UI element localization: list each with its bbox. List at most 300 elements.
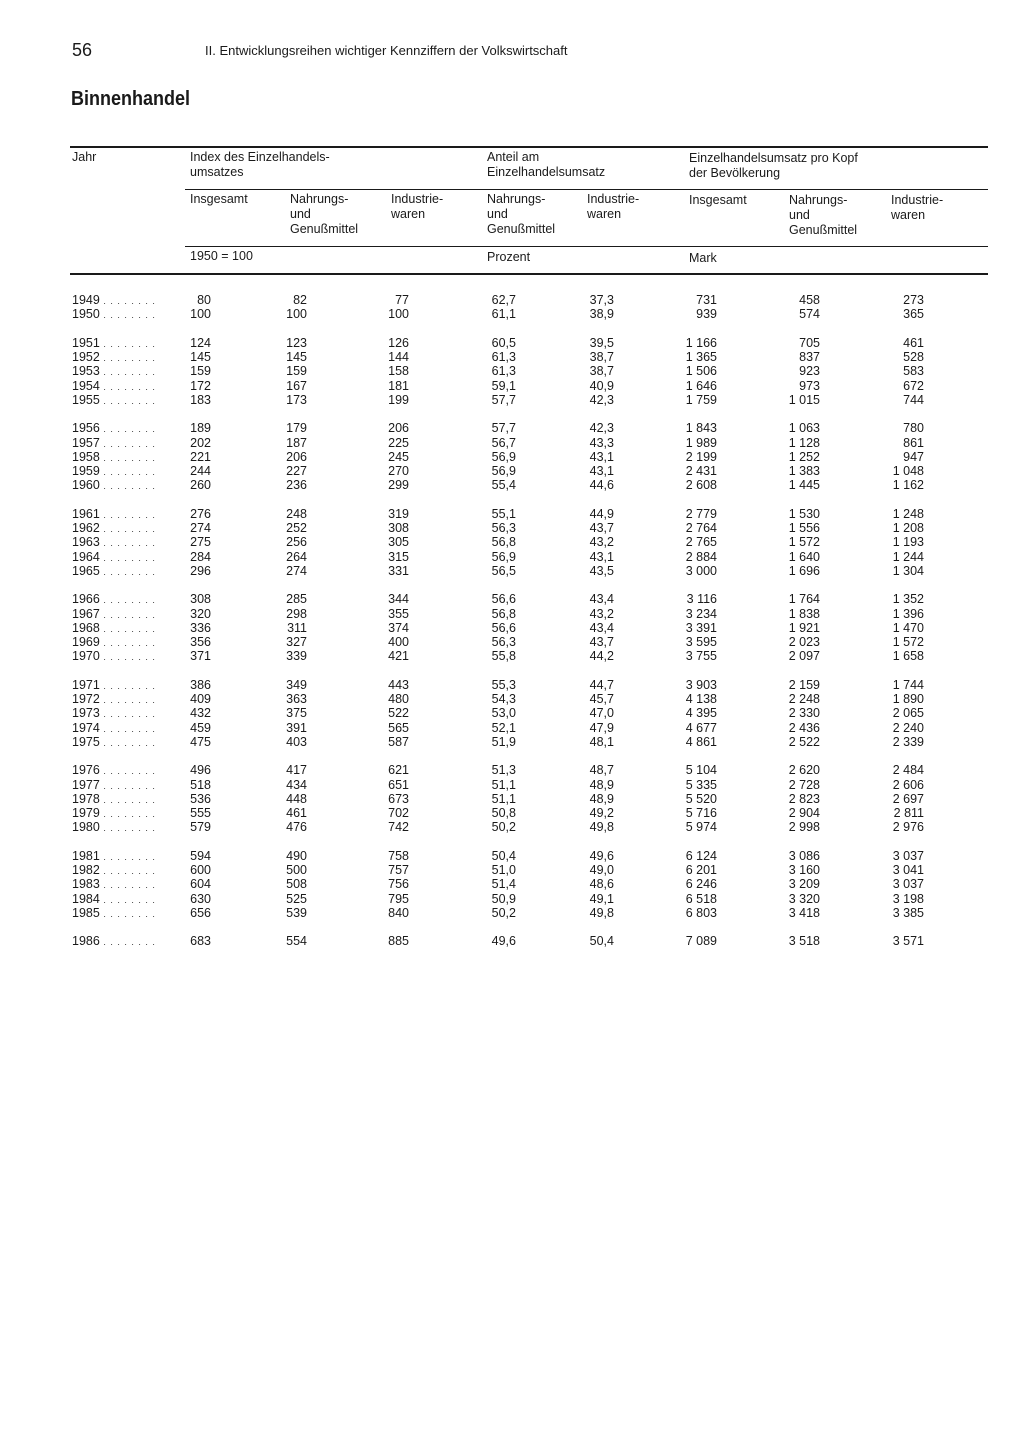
table-row	[0, 393, 1024, 407]
cell-share-industrie: 38,9	[589, 307, 614, 322]
cell-share-nahrung: 50,2	[491, 820, 516, 835]
cell-percapita-insgesamt: 4 138	[685, 692, 717, 707]
cell-index-insgesamt: 600	[190, 863, 211, 878]
cell-share-nahrung: 55,8	[491, 649, 516, 664]
cell-percapita-nahrung: 574	[799, 307, 820, 322]
leader-dots: . . . . . . . .	[99, 381, 156, 392]
cell-percapita-industrie: 2 976	[892, 820, 924, 835]
leader-dots: . . . . . . . .	[99, 623, 156, 634]
cell-percapita-insgesamt: 5 335	[685, 777, 717, 792]
table-row	[0, 877, 1024, 891]
cell-index-insgesamt: 555	[190, 806, 211, 820]
cell-index-insgesamt: 536	[190, 791, 211, 806]
cell-share-nahrung: 56,3	[491, 521, 516, 536]
cell-share-industrie: 37,3	[589, 293, 614, 307]
header-percapita-nahrung: Nahrungs- und Genußmittel	[789, 193, 858, 237]
cell-share-nahrung: 57,7	[491, 421, 516, 436]
cell-percapita-industrie: 3 037	[892, 877, 924, 892]
cell-percapita-nahrung: 2 330	[788, 706, 820, 721]
table-row	[0, 863, 1024, 877]
header-group-share: Anteil am Einzelhandelsumsatz	[487, 150, 606, 179]
cell-index-insgesamt: 159	[190, 364, 211, 379]
cell-share-industrie: 43,5	[589, 563, 614, 578]
cell-share-nahrung: 55,4	[491, 478, 516, 493]
year-label: 1952	[72, 350, 100, 365]
cell-percapita-industrie: 1 658	[892, 649, 924, 664]
cell-share-industrie: 42,3	[589, 392, 614, 407]
table-row	[0, 478, 1024, 492]
cell-percapita-industrie: 583	[903, 364, 924, 379]
cell-index-industrie: 225	[388, 435, 409, 450]
cell-share-industrie: 49,1	[589, 891, 614, 906]
cell-index-insgesamt: 320	[190, 606, 211, 621]
cell-index-nahrung: 167	[286, 378, 307, 393]
header-rule-1	[185, 189, 988, 190]
cell-index-industrie: 199	[388, 392, 409, 407]
year-label: 1949	[72, 293, 100, 307]
cell-percapita-insgesamt: 3 391	[685, 620, 717, 635]
leader-dots: . . . . . . . .	[99, 894, 156, 905]
cell-index-nahrung: 82	[293, 293, 307, 307]
cell-index-nahrung: 403	[286, 734, 307, 749]
cell-percapita-insgesamt: 3 234	[685, 606, 717, 621]
cell-share-nahrung: 56,6	[491, 620, 516, 635]
cell-index-insgesamt: 579	[190, 820, 211, 835]
leader-dots: . . . . . . . .	[99, 866, 156, 877]
cell-index-nahrung: 554	[286, 934, 307, 949]
cell-percapita-insgesamt: 939	[696, 307, 717, 322]
cell-percapita-insgesamt: 3 000	[685, 563, 717, 578]
leader-dots: . . . . . . . .	[99, 937, 156, 948]
cell-index-industrie: 621	[388, 763, 409, 778]
leader-dots: . . . . . . . .	[99, 809, 156, 819]
table-row	[0, 564, 1024, 578]
row-year	[72, 934, 156, 949]
header-year: Jahr	[72, 150, 97, 164]
cell-share-industrie: 38,7	[589, 350, 614, 365]
row-year	[72, 421, 156, 436]
cell-share-nahrung: 59,1	[491, 378, 516, 393]
table-row	[0, 735, 1024, 749]
cell-percapita-industrie: 1 193	[892, 535, 924, 550]
cell-index-industrie: 651	[388, 777, 409, 792]
table-row	[0, 792, 1024, 806]
cell-percapita-industrie: 1 244	[892, 549, 924, 564]
cell-percapita-nahrung: 3 160	[788, 863, 820, 878]
cell-index-nahrung: 375	[286, 706, 307, 721]
cell-percapita-insgesamt: 4 395	[685, 706, 717, 721]
cell-share-nahrung: 55,1	[491, 506, 516, 521]
cell-share-industrie: 45,7	[589, 692, 614, 707]
cell-index-insgesamt: 356	[190, 635, 211, 649]
year-label: 1968	[72, 620, 100, 635]
cell-percapita-industrie: 1 744	[892, 677, 924, 692]
cell-share-nahrung: 51,9	[491, 734, 516, 749]
cell-index-nahrung: 461	[286, 806, 307, 820]
leader-dots: . . . . . . . .	[99, 638, 156, 648]
row-year	[72, 564, 156, 579]
cell-index-industrie: 758	[388, 848, 409, 863]
cell-share-nahrung: 56,8	[491, 535, 516, 550]
cell-share-industrie: 43,2	[589, 606, 614, 621]
cell-percapita-nahrung: 973	[799, 378, 820, 393]
cell-percapita-industrie: 861	[903, 435, 924, 450]
cell-share-industrie: 48,9	[589, 777, 614, 792]
cell-index-industrie: 77	[395, 293, 409, 307]
row-year	[72, 379, 156, 394]
cell-index-insgesamt: 683	[190, 934, 211, 949]
page-number: 56	[72, 40, 93, 60]
row-year	[72, 806, 156, 821]
table-row	[0, 934, 1024, 948]
cell-index-insgesamt: 189	[190, 421, 211, 436]
header-share-industrie: Industrie- waren	[587, 192, 640, 221]
table-row	[0, 379, 1024, 393]
cell-percapita-insgesamt: 731	[696, 293, 717, 307]
row-year	[72, 820, 156, 835]
table-row	[0, 849, 1024, 863]
cell-index-industrie: 587	[388, 734, 409, 749]
cell-index-industrie: 144	[388, 350, 409, 365]
cell-index-insgesamt: 124	[190, 335, 211, 350]
cell-index-nahrung: 434	[286, 777, 307, 792]
cell-index-nahrung: 311	[287, 620, 307, 635]
header-percapita-industrie: Industrie- waren	[891, 193, 944, 222]
leader-dots: . . . . . . . .	[99, 467, 156, 477]
table-row	[0, 421, 1024, 435]
cell-index-industrie: 374	[388, 620, 409, 635]
cell-share-industrie: 43,3	[589, 435, 614, 450]
table-row	[0, 721, 1024, 735]
year-label: 1978	[72, 791, 100, 806]
year-label: 1965	[72, 563, 100, 578]
year-label: 1982	[72, 863, 100, 878]
cell-percapita-industrie: 3 385	[892, 905, 924, 920]
leader-dots: . . . . . . . .	[99, 538, 156, 549]
cell-percapita-insgesamt: 2 431	[685, 464, 717, 478]
table-row	[0, 293, 1024, 307]
cell-percapita-nahrung: 2 998	[788, 820, 820, 835]
table-row	[0, 307, 1024, 321]
cell-share-nahrung: 50,9	[491, 891, 516, 906]
cell-index-nahrung: 391	[286, 720, 307, 735]
cell-percapita-nahrung: 2 728	[788, 777, 820, 792]
cell-percapita-industrie: 1 304	[892, 563, 924, 578]
cell-percapita-insgesamt: 2 199	[685, 449, 717, 464]
cell-share-nahrung: 50,8	[491, 806, 516, 820]
cell-index-nahrung: 500	[286, 863, 307, 878]
cell-percapita-insgesamt: 5 716	[685, 806, 717, 820]
table-row	[0, 820, 1024, 834]
cell-percapita-insgesamt: 4 677	[685, 720, 717, 735]
row-year	[72, 550, 156, 565]
cell-share-industrie: 49,8	[589, 905, 614, 920]
cell-index-industrie: 565	[388, 720, 409, 735]
cell-index-insgesamt: 202	[190, 435, 211, 450]
cell-index-insgesamt: 183	[190, 392, 211, 407]
year-label: 1979	[72, 806, 100, 820]
cell-index-industrie: 126	[388, 335, 409, 350]
leader-dots: . . . . . . . .	[99, 509, 156, 520]
cell-percapita-insgesamt: 6 201	[685, 863, 717, 878]
cell-percapita-insgesamt: 3 755	[685, 649, 717, 664]
cell-percapita-nahrung: 2 904	[788, 806, 820, 820]
cell-percapita-insgesamt: 6 246	[685, 877, 717, 892]
year-label: 1951	[72, 335, 100, 350]
cell-percapita-industrie: 2 484	[892, 763, 924, 778]
row-year	[72, 535, 156, 550]
year-label: 1964	[72, 549, 100, 564]
cell-index-insgesamt: 244	[190, 464, 211, 478]
leader-dots: . . . . . . . .	[99, 566, 156, 577]
cell-share-nahrung: 62,7	[491, 293, 516, 307]
cell-percapita-nahrung: 1 252	[788, 449, 820, 464]
table-row	[0, 621, 1024, 635]
leader-dots: . . . . . . . .	[99, 296, 156, 306]
cell-share-industrie: 43,7	[589, 521, 614, 536]
table-row	[0, 607, 1024, 621]
cell-index-nahrung: 327	[286, 635, 307, 649]
cell-percapita-industrie: 3 198	[892, 891, 924, 906]
cell-percapita-insgesamt: 4 861	[685, 734, 717, 749]
cell-share-nahrung: 56,9	[491, 464, 516, 478]
cell-percapita-insgesamt: 5 104	[685, 763, 717, 778]
cell-share-industrie: 43,7	[589, 635, 614, 649]
cell-share-nahrung: 56,9	[491, 449, 516, 464]
row-year	[72, 678, 156, 693]
cell-index-nahrung: 525	[286, 891, 307, 906]
year-label: 1970	[72, 649, 100, 664]
row-year	[72, 436, 156, 451]
cell-index-insgesamt: 145	[190, 350, 211, 365]
leader-dots: . . . . . . . .	[99, 780, 156, 791]
cell-share-industrie: 47,9	[589, 720, 614, 735]
table-row	[0, 364, 1024, 378]
table-row	[0, 706, 1024, 720]
cell-percapita-nahrung: 1 921	[788, 620, 820, 635]
leader-dots: . . . . . . . .	[99, 595, 156, 606]
cell-index-nahrung: 159	[286, 364, 307, 379]
cell-index-insgesamt: 386	[190, 677, 211, 692]
cell-index-nahrung: 363	[286, 692, 307, 707]
header-index-industrie: Industrie- waren	[391, 192, 444, 221]
cell-index-industrie: 181	[388, 378, 409, 393]
cell-share-nahrung: 60,5	[491, 335, 516, 350]
row-year	[72, 464, 156, 479]
running-head: II. Entwicklungsreihen wichtiger Kennziffern der Volkswirtschaft	[205, 43, 568, 58]
cell-index-industrie: 443	[388, 677, 409, 692]
cell-index-nahrung: 256	[286, 535, 307, 550]
table-row	[0, 678, 1024, 692]
leader-dots: . . . . . . . .	[99, 823, 156, 834]
cell-percapita-nahrung: 1 572	[788, 535, 820, 550]
cell-share-industrie: 43,4	[589, 592, 614, 607]
cell-index-industrie: 702	[388, 806, 409, 820]
row-year	[72, 692, 156, 707]
cell-percapita-industrie: 273	[903, 293, 924, 307]
cell-index-industrie: 158	[388, 364, 409, 379]
cell-percapita-nahrung: 2 097	[788, 649, 820, 664]
table-row	[0, 507, 1024, 521]
year-label: 1959	[72, 464, 100, 478]
leader-dots: . . . . . . . .	[99, 367, 156, 378]
row-year	[72, 478, 156, 493]
year-label: 1975	[72, 734, 100, 749]
row-year	[72, 635, 156, 650]
row-year	[72, 721, 156, 736]
cell-index-industrie: 245	[388, 449, 409, 464]
cell-percapita-nahrung: 1 838	[788, 606, 820, 621]
cell-index-nahrung: 339	[286, 649, 307, 664]
cell-percapita-insgesamt: 5 974	[685, 820, 717, 835]
cell-share-nahrung: 51,1	[491, 777, 516, 792]
row-year	[72, 336, 156, 351]
cell-index-industrie: 270	[388, 464, 409, 478]
cell-index-industrie: 795	[388, 891, 409, 906]
cell-index-industrie: 308	[388, 521, 409, 536]
year-label: 1956	[72, 421, 100, 436]
cell-percapita-insgesamt: 6 124	[685, 848, 717, 863]
row-year	[72, 507, 156, 522]
cell-index-industrie: 756	[388, 877, 409, 892]
table-row	[0, 450, 1024, 464]
cell-percapita-industrie: 1 048	[892, 464, 924, 478]
row-year	[72, 763, 156, 778]
cell-share-industrie: 43,4	[589, 620, 614, 635]
unit-percapita: Mark	[689, 251, 717, 265]
cell-index-insgesamt: 371	[190, 649, 211, 664]
cell-index-nahrung: 236	[286, 478, 307, 493]
cell-index-insgesamt: 80	[197, 293, 211, 307]
cell-index-insgesamt: 221	[190, 449, 211, 464]
cell-index-industrie: 355	[388, 606, 409, 621]
cell-percapita-industrie: 1 470	[892, 620, 924, 635]
year-label: 1986	[72, 934, 100, 949]
cell-percapita-nahrung: 2 436	[788, 720, 820, 735]
table-row	[0, 521, 1024, 535]
cell-share-industrie: 40,9	[589, 378, 614, 393]
cell-index-industrie: 305	[388, 535, 409, 550]
cell-percapita-nahrung: 2 620	[788, 763, 820, 778]
leader-dots: . . . . . . . .	[99, 652, 156, 663]
year-label: 1953	[72, 364, 100, 379]
leader-dots: . . . . . . . .	[99, 766, 156, 777]
cell-index-industrie: 331	[388, 563, 409, 578]
cell-share-industrie: 43,1	[589, 464, 614, 478]
table-row	[0, 535, 1024, 549]
row-year	[72, 706, 156, 721]
cell-index-insgesamt: 459	[190, 720, 211, 735]
cell-percapita-industrie: 2 339	[892, 734, 924, 749]
cell-index-nahrung: 285	[286, 592, 307, 607]
cell-percapita-insgesamt: 3 595	[685, 635, 717, 649]
cell-share-nahrung: 51,3	[491, 763, 516, 778]
cell-percapita-insgesamt: 1 506	[685, 364, 717, 379]
leader-dots: . . . . . . . .	[99, 310, 156, 321]
cell-percapita-insgesamt: 2 608	[685, 478, 717, 493]
cell-share-nahrung: 56,5	[491, 563, 516, 578]
row-year	[72, 393, 156, 408]
cell-share-nahrung: 51,4	[491, 877, 516, 892]
year-label: 1957	[72, 435, 100, 450]
cell-percapita-industrie: 1 248	[892, 506, 924, 521]
cell-share-industrie: 48,7	[589, 763, 614, 778]
cell-percapita-insgesamt: 1 646	[685, 378, 717, 393]
cell-percapita-insgesamt: 6 803	[685, 905, 717, 920]
cell-percapita-industrie: 3 571	[892, 934, 924, 949]
cell-share-industrie: 44,2	[589, 649, 614, 664]
cell-share-nahrung: 56,9	[491, 549, 516, 564]
year-label: 1971	[72, 677, 100, 692]
row-year	[72, 849, 156, 864]
cell-index-nahrung: 274	[286, 563, 307, 578]
cell-share-industrie: 49,0	[589, 863, 614, 878]
cell-percapita-industrie: 3 041	[892, 863, 924, 878]
header-bottom-rule	[70, 273, 988, 275]
cell-percapita-insgesamt: 2 764	[685, 521, 717, 536]
cell-index-insgesamt: 274	[190, 521, 211, 536]
cell-percapita-insgesamt: 3 116	[686, 592, 717, 607]
row-year	[72, 892, 156, 907]
cell-percapita-industrie: 2 240	[892, 720, 924, 735]
leader-dots: . . . . . . . .	[99, 353, 156, 364]
cell-share-nahrung: 56,6	[491, 592, 516, 607]
year-label: 1963	[72, 535, 100, 550]
section-title: Binnenhandel	[71, 88, 191, 110]
cell-share-nahrung: 51,1	[491, 791, 516, 806]
cell-share-nahrung: 53,0	[491, 706, 516, 721]
row-year	[72, 778, 156, 793]
cell-percapita-industrie: 2 697	[892, 791, 924, 806]
cell-percapita-insgesamt: 1 843	[685, 421, 717, 436]
cell-percapita-nahrung: 3 086	[788, 848, 820, 863]
cell-percapita-nahrung: 1 128	[788, 435, 820, 450]
cell-share-industrie: 49,2	[589, 806, 614, 820]
cell-percapita-industrie: 780	[903, 421, 924, 436]
leader-dots: . . . . . . . .	[99, 680, 156, 691]
row-year	[72, 350, 156, 365]
cell-percapita-insgesamt: 1 989	[685, 435, 717, 450]
row-year	[72, 906, 156, 921]
cell-percapita-nahrung: 1 556	[788, 521, 820, 536]
cell-index-insgesamt: 656	[190, 905, 211, 920]
cell-percapita-industrie: 2 811	[893, 806, 924, 820]
cell-percapita-industrie: 744	[903, 392, 924, 407]
year-label: 1967	[72, 606, 100, 621]
cell-index-industrie: 299	[388, 478, 409, 493]
cell-index-nahrung: 298	[286, 606, 307, 621]
cell-index-insgesamt: 604	[190, 877, 211, 892]
year-label: 1969	[72, 635, 100, 649]
row-year	[72, 307, 156, 322]
year-label: 1961	[72, 506, 100, 521]
cell-share-industrie: 42,3	[589, 421, 614, 436]
year-label: 1972	[72, 692, 100, 707]
cell-percapita-industrie: 947	[903, 449, 924, 464]
cell-share-industrie: 48,9	[589, 791, 614, 806]
cell-percapita-industrie: 3 037	[892, 848, 924, 863]
header-group-index: Index des Einzelhandels- umsatzes	[190, 150, 330, 179]
cell-share-industrie: 47,0	[589, 706, 614, 721]
row-year	[72, 521, 156, 536]
cell-percapita-nahrung: 1 640	[788, 549, 820, 564]
year-label: 1974	[72, 720, 100, 735]
cell-percapita-insgesamt: 2 884	[685, 549, 717, 564]
cell-share-industrie: 44,6	[589, 478, 614, 493]
cell-index-insgesamt: 172	[190, 378, 211, 393]
cell-index-industrie: 480	[388, 692, 409, 707]
cell-percapita-nahrung: 1 383	[788, 464, 820, 478]
